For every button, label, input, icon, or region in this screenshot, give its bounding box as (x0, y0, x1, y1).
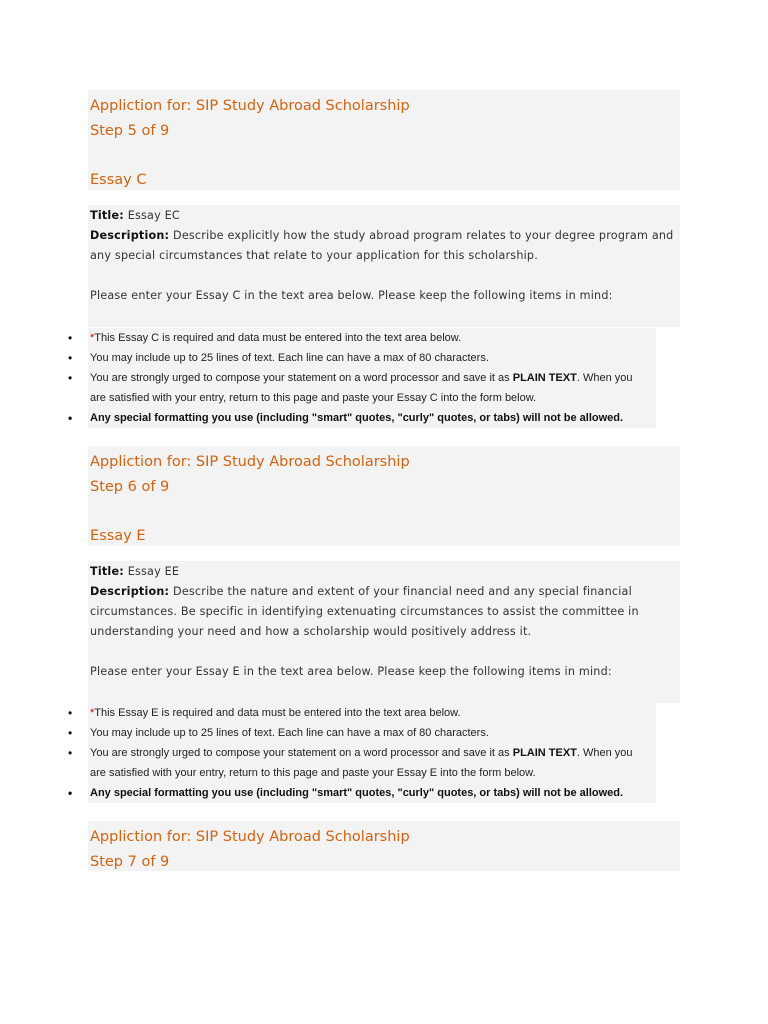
section-header-step-7 (88, 821, 680, 871)
essay-description-line (90, 582, 678, 642)
required-mark: * (90, 332, 95, 344)
application-title: Appliction for: SIP Study Abroad Scholarship (90, 98, 410, 114)
list-item: • *This Essay C is required and data must be entered into the text area below. (90, 328, 650, 348)
required-mark: * (90, 707, 95, 719)
step-indicator: Step 5 of 9 (90, 123, 170, 139)
list-item: • Any special formatting you use (including "smart" quotes, "curly" quotes, or tabs) will not be allowed. (90, 783, 650, 803)
instructions-list (0, 328, 768, 428)
essay-description-block (88, 561, 680, 703)
instructions-list (0, 703, 768, 803)
instructions-text: Please enter your Essay E in the text area below. Please keep the following items in mind: (90, 665, 612, 678)
essay-heading: Essay E (90, 528, 146, 544)
list-item: • You may include up to 25 lines of text. Each line can have a max of 80 characters. (90, 723, 650, 743)
title-value: Essay EE (127, 565, 180, 578)
title-value: Essay EC (127, 209, 180, 222)
step-indicator: Step 6 of 9 (90, 479, 170, 495)
essay-description-block (88, 205, 680, 327)
essay-title-line (90, 562, 678, 582)
description-label: Description: (90, 229, 170, 242)
instructions-text: Please enter your Essay C in the text area below. Please keep the following items in mind: (90, 289, 613, 302)
list-item: • Any special formatting you use (including "smart" quotes, "curly" quotes, or tabs) will not be allowed. (90, 408, 650, 428)
essay-title-line (90, 206, 678, 226)
step-indicator: Step 7 of 9 (90, 854, 170, 870)
list-item: • You are strongly urged to compose your statement on a word processor and save it as PLAIN TEXT. When you are satisfied with your entry, return to this page and paste your Essay C into the form below. (90, 368, 650, 408)
list-item: • You are strongly urged to compose your statement on a word processor and save it as PLAIN TEXT. When you are satisfied with your entry, return to this page and paste your Essay E into the form below. (90, 743, 650, 783)
description-value: Describe explicitly how the study abroad program relates to your degree program and any special circumstances that relate to your application for this scholarship. (90, 229, 674, 262)
application-title: Appliction for: SIP Study Abroad Scholarship (90, 454, 410, 470)
application-title: Appliction for: SIP Study Abroad Scholarship (90, 829, 410, 845)
essay-heading: Essay C (90, 172, 147, 188)
description-value: Describe the nature and extent of your financial need and any special financial circumstances. Be specific in identifying extenuating circumstances to assist the committee in understanding your need and how a scholarship would positively address it. (90, 585, 639, 638)
section-header-step-5 (88, 90, 680, 190)
title-label: Title: (90, 565, 124, 578)
list-item: • *This Essay E is required and data must be entered into the text area below. (90, 703, 650, 723)
description-label: Description: (90, 585, 170, 598)
title-label: Title: (90, 209, 124, 222)
essay-description-line (90, 226, 678, 266)
list-item: • You may include up to 25 lines of text. Each line can have a max of 80 characters. (90, 348, 650, 368)
section-header-step-6 (88, 446, 680, 546)
